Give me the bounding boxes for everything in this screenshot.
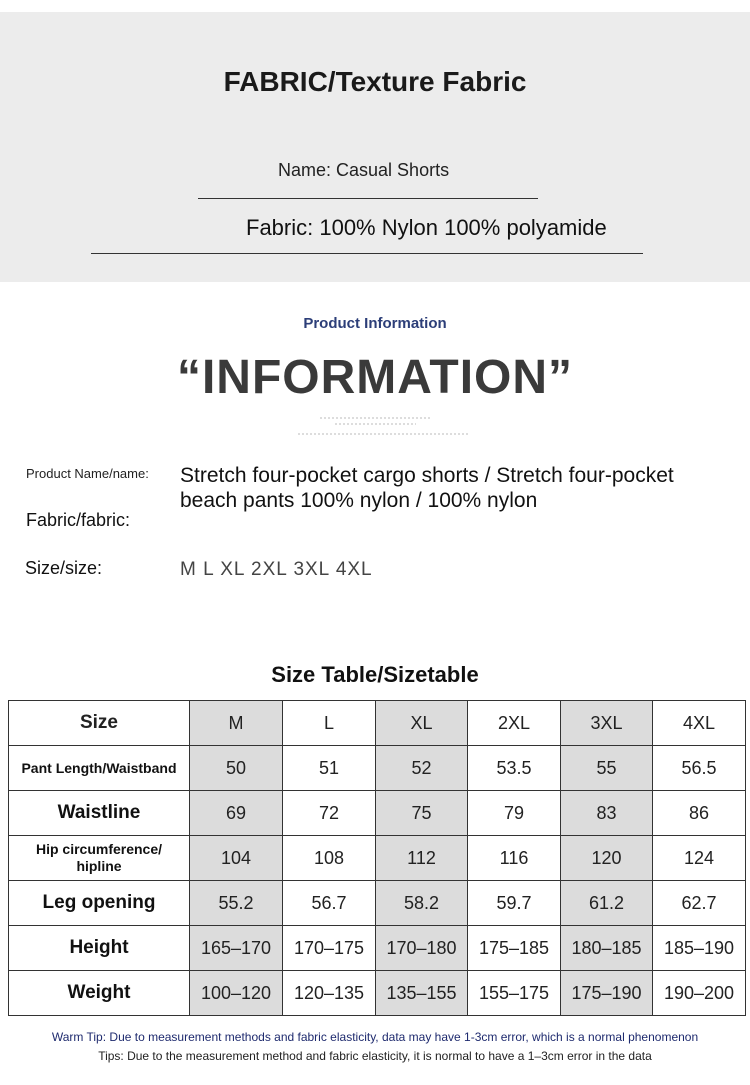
size-table-header-row (9, 701, 746, 746)
table-cell: 120 (561, 836, 653, 881)
table-cell: 79 (468, 791, 561, 836)
size-list: M L XL 2XL 3XL 4XL (180, 559, 373, 580)
table-cell: 55 (561, 746, 653, 791)
size-header-label: Size (9, 701, 190, 746)
row-label: Leg opening (9, 881, 190, 926)
table-cell: 52 (376, 746, 468, 791)
information-banner-word: “INFORMATION” (176, 351, 574, 404)
row-label: Weight (9, 971, 190, 1016)
table-cell: 100–120 (190, 971, 283, 1016)
tips-note: Tips: Due to the measurement method and fabric elasticity, it is normal to have a 1–3cm error in the data (98, 1049, 652, 1063)
table-cell: 62.7 (653, 881, 746, 926)
table-cell: 69 (190, 791, 283, 836)
size-table (8, 700, 746, 1016)
table-cell: 135–155 (376, 971, 468, 1016)
table-cell: 185–190 (653, 926, 746, 971)
table-cell: 86 (653, 791, 746, 836)
table-cell: 170–180 (376, 926, 468, 971)
warm-tip-note: Warm Tip: Due to measurement methods and fabric elasticity, data may have 1-3cm error, which is a normal phenomenon (51, 1030, 699, 1044)
table-cell: 155–175 (468, 971, 561, 1016)
table-cell: 59.7 (468, 881, 561, 926)
size-column-header: 3XL (561, 701, 653, 746)
table-cell: 56.5 (653, 746, 746, 791)
fabric-panel (0, 12, 750, 282)
product-information-heading: Product Information (303, 315, 447, 332)
size-table-title: Size Table/Sizetable (271, 662, 479, 687)
table-cell: 170–175 (283, 926, 376, 971)
divider-line (198, 198, 538, 199)
table-cell: 61.2 (561, 881, 653, 926)
row-label: Pant Length/Waistband (9, 746, 190, 791)
table-cell: 75 (376, 791, 468, 836)
row-label: Height (9, 926, 190, 971)
table-row (9, 746, 746, 791)
table-row (9, 881, 746, 926)
size-column-header: M (190, 701, 283, 746)
product-name-value: Stretch four-pocket cargo shorts / Stretch four-pocket beach pants 100% nylon / 100% nylon (180, 464, 674, 512)
size-column-header: 2XL (468, 701, 561, 746)
table-cell: 124 (653, 836, 746, 881)
table-cell: 120–135 (283, 971, 376, 1016)
table-cell: 51 (283, 746, 376, 791)
decorative-fine-print (0, 414, 750, 440)
size-column-header: 4XL (653, 701, 746, 746)
table-cell: 55.2 (190, 881, 283, 926)
size-label: Size/size: (25, 558, 103, 578)
divider-line (91, 253, 643, 254)
table-cell: 112 (376, 836, 468, 881)
table-row (9, 791, 746, 836)
product-name-line: Name: Casual Shorts (278, 160, 450, 180)
row-label: Hip circumference/ hipline (9, 836, 190, 881)
table-row (9, 926, 746, 971)
size-column-header: L (283, 701, 376, 746)
table-cell: 180–185 (561, 926, 653, 971)
row-label: Waistline (9, 791, 190, 836)
table-cell: 58.2 (376, 881, 468, 926)
table-cell: 108 (283, 836, 376, 881)
table-row (9, 971, 746, 1016)
product-name-label: Product Name/name: (26, 466, 149, 481)
table-cell: 50 (190, 746, 283, 791)
table-cell: 175–185 (468, 926, 561, 971)
fabric-title: FABRIC/Texture Fabric (223, 66, 527, 97)
table-row (9, 836, 746, 881)
table-cell: 104 (190, 836, 283, 881)
fabric-composition-line: Fabric: 100% Nylon 100% polyamide (246, 215, 607, 240)
size-column-header: XL (376, 701, 468, 746)
table-cell: 56.7 (283, 881, 376, 926)
table-cell: 72 (283, 791, 376, 836)
fabric-label: Fabric/fabric: (26, 510, 131, 530)
table-cell: 175–190 (561, 971, 653, 1016)
table-cell: 190–200 (653, 971, 746, 1016)
table-cell: 116 (468, 836, 561, 881)
table-cell: 165–170 (190, 926, 283, 971)
table-cell: 53.5 (468, 746, 561, 791)
table-cell: 83 (561, 791, 653, 836)
